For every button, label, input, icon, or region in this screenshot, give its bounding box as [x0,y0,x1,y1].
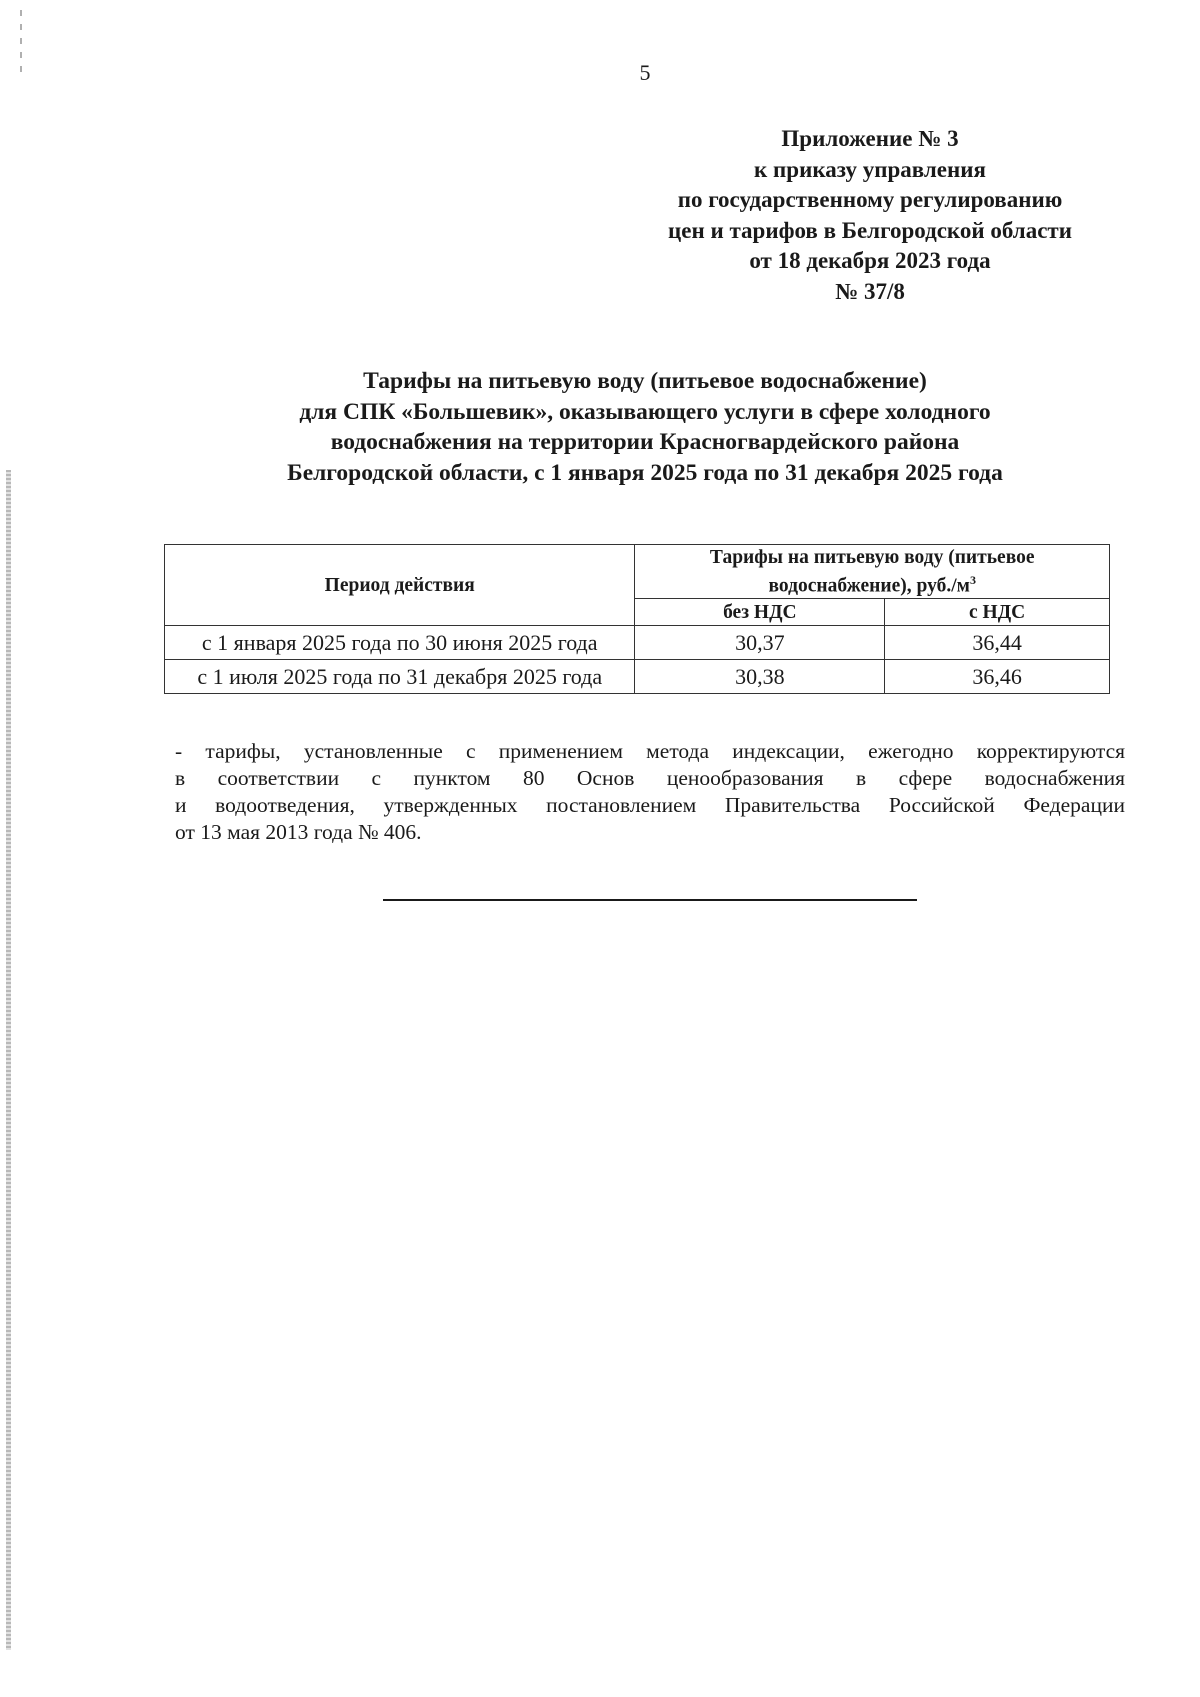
appendix-line: от 18 декабря 2023 года [749,248,991,273]
cell-period: с 1 января 2025 года по 30 июня 2025 года [165,626,635,660]
header-vat: с НДС [885,599,1110,626]
appendix-line: цен и тарифов в Белгородской области [668,217,1072,243]
table-header-row [165,545,1110,599]
title-line: водоснабжения на территории Красногвардейского района [330,429,960,455]
table-row [165,660,1110,694]
cell-period: с 1 июля 2025 года по 31 декабря 2025 года [165,660,635,694]
header-tariffs [635,545,1110,599]
table-row [165,626,1110,660]
header-tariffs-line2: водоснабжение), руб./м [768,575,970,597]
closing-divider [383,899,917,901]
cell-vat: 36,44 [885,626,1110,660]
header-period: Период действия [165,545,635,626]
tariff-table [164,544,1110,694]
footnote-line: в соответствии с пунктом 80 Основ ценообразования в сфере водоснабжения [175,766,1125,790]
title-line: Белгородской области, с 1 января 2025 года по 31 декабря 2025 года [287,459,1003,486]
title-line: для СПК «Большевик», оказывающего услуги в сфере холодного [299,398,991,425]
header-tariffs-superscript: 3 [969,572,976,587]
cell-vat: 36,46 [885,660,1110,694]
scan-artifact-left-edge [6,470,11,1650]
cell-no-vat: 30,38 [635,660,885,694]
page-number: 5 [639,60,651,85]
appendix-header [610,124,1130,307]
footnote-line: и водоотведения, утвержденных постановлением Правительства Российской Федерации [175,793,1125,817]
appendix-line: Приложение № 3 [781,126,959,151]
footnote-line: от 13 мая 2013 года № 406. [175,820,422,844]
document-title [150,366,1140,488]
title-line: Тарифы на питьевую воду (питьевое водоснабжение) [363,368,927,394]
header-tariffs-line1: Тарифы на питьевую воду (питьевое [709,546,1035,568]
appendix-line: к приказу управления [754,156,986,182]
appendix-line: № 37/8 [835,278,905,304]
header-no-vat: без НДС [635,599,885,626]
cell-no-vat: 30,37 [635,626,885,660]
footnote-line: - тарифы, установленные с применением метода индексации, ежегодно корректируются [175,739,1125,763]
appendix-line: по государственному регулированию [677,187,1063,212]
footnote [175,738,1125,846]
